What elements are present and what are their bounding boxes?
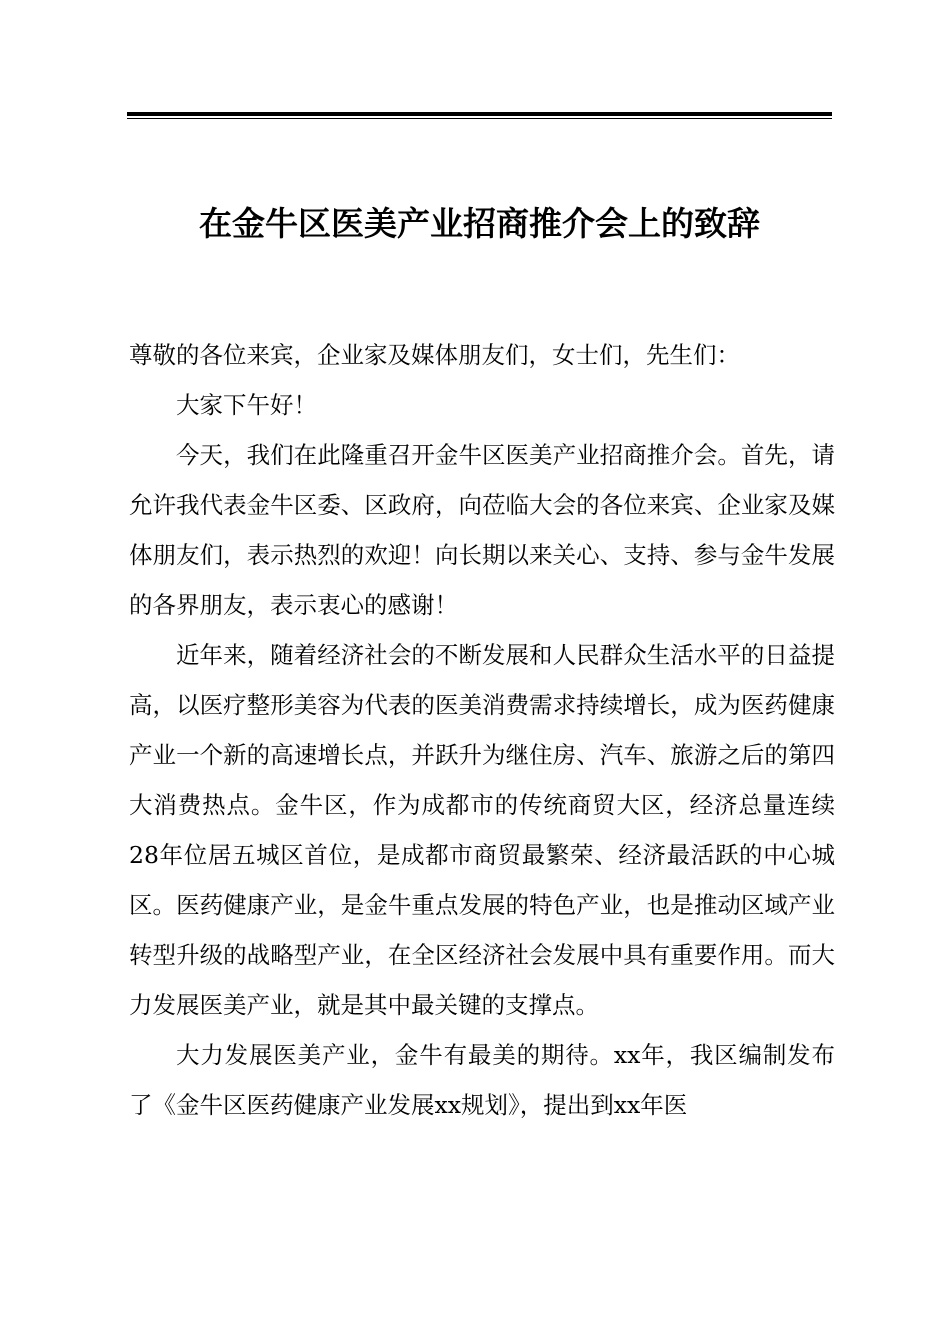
document-body xyxy=(129,330,835,1130)
paragraph-plan: 大力发展医美产业，金牛有最美的期待。xx年，我区编制发布了《金牛区医药健康产业发展xx规划》，提出到xx年医 xyxy=(129,1041,835,1119)
paragraph-welcome: 今天，我们在此隆重召开金牛区医美产业招商推介会。首先，请允许我代表金牛区委、区政府，向莅临大会的各位来宾、企业家及媒体朋友们，表示热烈的欢迎！向长期以来关心、支持、参与金牛发展的各界朋友，表示衷心的感谢！ xyxy=(129,441,835,619)
paragraph-background: 近年来，随着经济社会的不断发展和人民群众生活水平的日益提高，以医疗整形美容为代表的医美消费需求持续增长，成为医药健康产业一个新的高速增长点，并跃升为继住房、汽车、旅游之后的第四大消费热点。金牛区，作为成都市的传统商贸大区，经济总量连续28年位居五城区首位，是成都市商贸最繁荣、经济最活跃的中心城区。医药健康产业，是金牛重点发展的特色产业，也是推动区域产业转型升级的战略型产业，在全区经济社会发展中具有重要作用。而大力发展医美产业，就是其中最关键的支撑点。 xyxy=(129,641,835,1019)
document-title: 在金牛区医美产业招商推介会上的致辞 xyxy=(199,204,760,243)
header-rule-thick xyxy=(127,112,832,116)
paragraph-greeting: 大家下午好！ xyxy=(176,391,317,419)
header-rule-thin xyxy=(127,118,832,119)
salutation: 尊敬的各位来宾，企业家及媒体朋友们，女士们，先生们： xyxy=(129,341,740,369)
header-double-rule xyxy=(127,112,832,119)
